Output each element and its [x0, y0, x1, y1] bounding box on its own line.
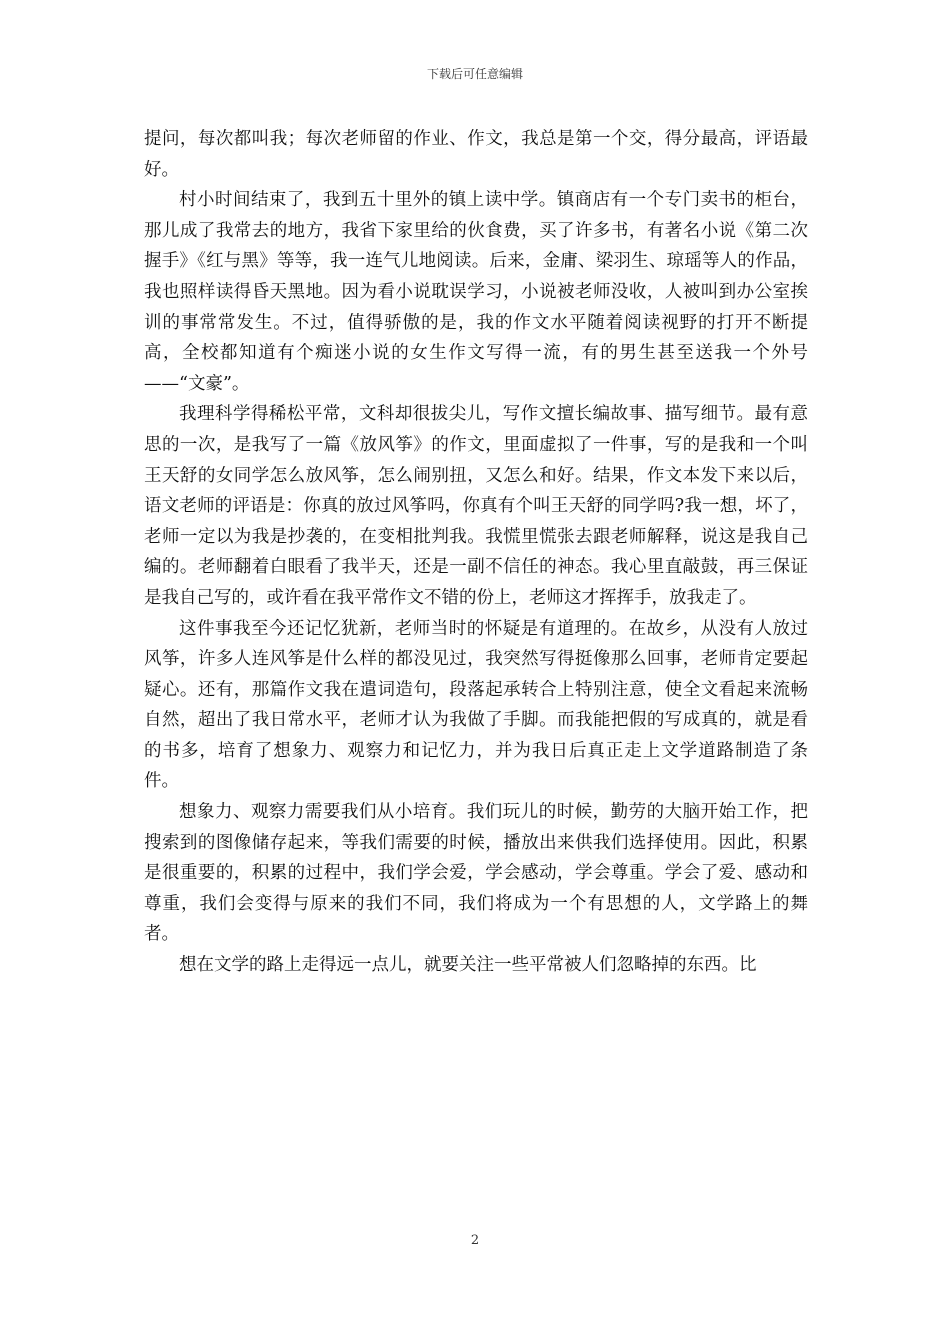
- paragraph: 这件事我至今还记忆犹新，老师当时的怀疑是有道理的。在故乡，从没有人放过风筝，许多人连风筝是什么样的都没见过，我突然写得挺像那么回事，老师肯定要起疑心。还有，那篇作文我在遣词造句，段落起承转合上特别注意，使全文看起来流畅自然，超出了我日常水平，老师才认为我做了手脚。而我能把假的写成真的，就是看的书多，培育了想象力、观察力和记忆力，并为我日后真正走上文学道路制造了条件。: [144, 618, 808, 792]
- page-header: 下载后可任意编辑: [426, 67, 523, 81]
- document-body: [144, 124, 808, 981]
- paragraph: 我理科学得稀松平常，文科却很拔尖儿，写作文擅长编故事、描写细节。最有意思的一次，是我写了一篇《放风筝》的作文，里面虚拟了一件事，写的是我和一个叫王天舒的女同学怎么放风筝，怎么闹别扭，又怎么和好。结果，作文本发下来以后，语文老师的评语是：你真的放过风筝吗，你真有个叫王天舒的同学吗?我一想，坏了，老师一定以为我是抄袭的，在变相批判我。我慌里慌张去跟老师解释，说这是我自己编的。老师翻着白眼看了我半天，还是一副不信任的神态。我心里直敲鼓，再三保证是我自己写的，或许看在我平常作文不错的份上，老师这才挥挥手，放我走了。: [144, 404, 808, 608]
- paragraph-continued: 提问，每次都叫我；每次老师留的作业、作文，我总是第一个交，得分最高，评语最好。: [144, 129, 808, 180]
- page-number: 2: [470, 1233, 480, 1248]
- paragraph: 想象力、观察力需要我们从小培育。我们玩儿的时候，勤劳的大脑开始工作，把搜索到的图像储存起来，等我们需要的时候，播放出来供我们选择使用。因此，积累是很重要的，积累的过程中，我们学会爱，学会感动，学会尊重。学会了爱、感动和尊重，我们会变得与原来的我们不同，我们将成为一个有思想的人，文学路上的舞者。: [144, 802, 808, 945]
- paragraph: 村小时间结束了，我到五十里外的镇上读中学。镇商店有一个专门卖书的柜台，那儿成了我常去的地方，我省下家里给的伙食费，买了许多书，有著名小说《第二次握手》《红与黑》等等，我一连气儿地阅读。后来，金庸、梁羽生、琼瑶等人的作品，我也照样读得昏天黑地。因为看小说耽误学习，小说被老师没收，人被叫到办公室挨训的事常常发生。不过，值得骄傲的是，我的作文水平随着阅读视野的打开不断提高，全校都知道有个痴迷小说的女生作文写得一流，有的男生甚至送我一个外号——“文豪”。: [144, 190, 808, 394]
- paragraph: 想在文学的路上走得远一点儿，就要关注一些平常被人们忽略掉的东西。比: [179, 955, 757, 976]
